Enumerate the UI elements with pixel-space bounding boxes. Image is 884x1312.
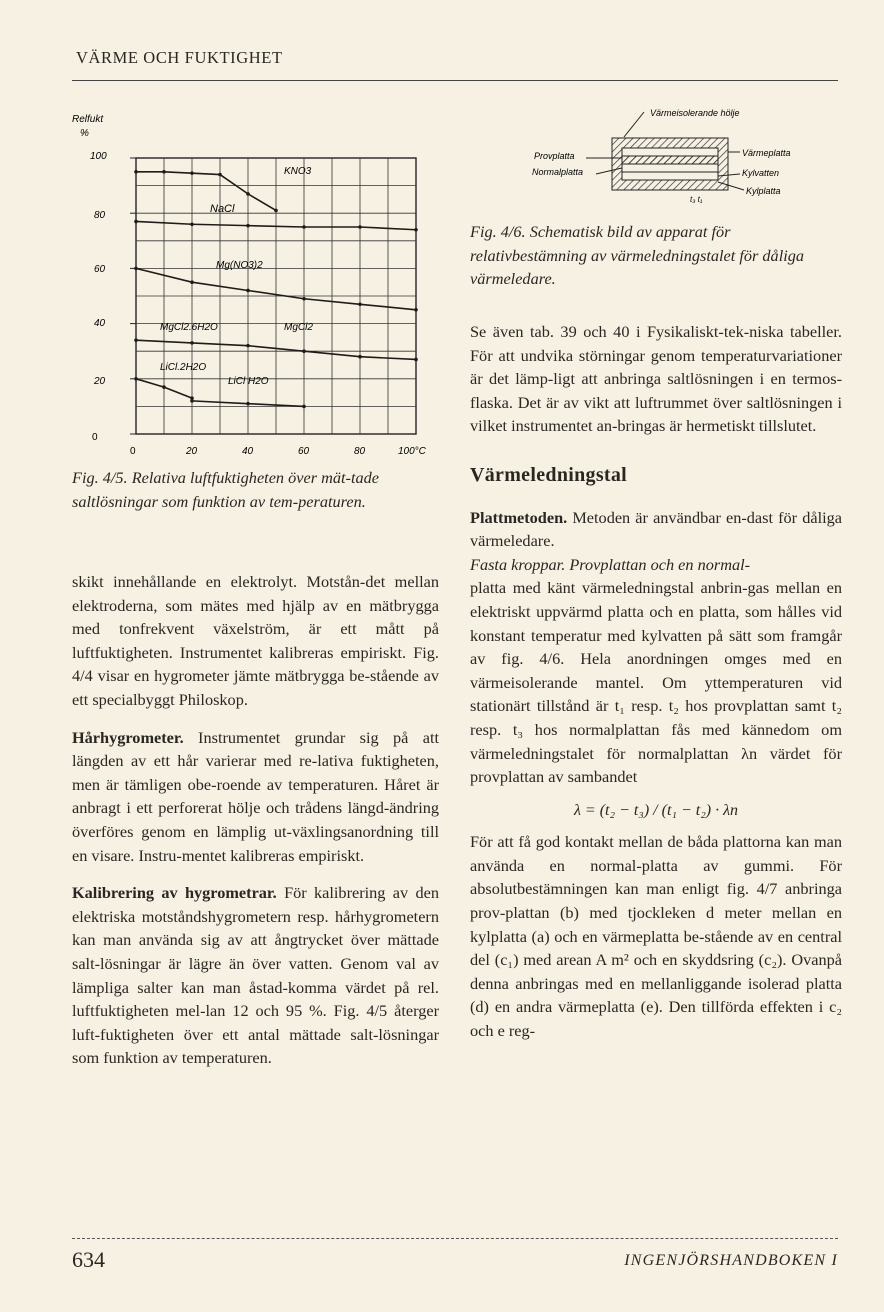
plattmetoden-heading: Plattmetoden. xyxy=(470,507,568,527)
series-label-licl-h2o: LiCl H2O xyxy=(228,376,269,387)
y-axis-unit: % xyxy=(80,128,89,139)
label-heating-plate: Värmeplatta xyxy=(742,148,791,158)
series-point xyxy=(302,349,306,353)
series-label-mgno3: Mg(NO3)2 xyxy=(216,260,263,271)
series-point xyxy=(246,224,250,228)
series-point xyxy=(190,399,194,403)
label-cooling-plate: Kylplatta xyxy=(746,186,781,196)
series-point xyxy=(134,377,138,381)
fasta-kroppar-heading: Fasta kroppar. Provplattan och en normal- xyxy=(470,554,751,574)
series-point xyxy=(246,402,250,406)
left-column xyxy=(72,570,439,1070)
series-point xyxy=(162,170,166,174)
series-point xyxy=(218,173,222,177)
right-paragraph-2: platta med känt värmeledningstal anbrin-gas mellan en elektriskt uppvärmd platta och en platta, som hålles vid konstant temperatur med kylvatten på sätt som framgår av fig. 4/6. Hela anordningen omges med en värmeisolerande mantel. Om yttemperaturen vid stationärt tillstånd är t₁ resp. t₂ hos provplattan samt t₂ resp. t₃ hos normalplattan fås med kännedom om värmeledningstalet för normalplattan λn värdet för provplattan av sambandet xyxy=(470,578,842,787)
series-point xyxy=(190,341,194,345)
figure-4-6-diagram xyxy=(504,104,844,208)
series-point xyxy=(302,225,306,229)
series-point xyxy=(302,297,306,301)
left-paragraph-harhygrometer xyxy=(72,726,439,868)
kalibrering-text: För kalibrering av den elektriska motståndshygrometern resp. hårhygrometern kan man använda sig av att ångtrycket över mättade salt-lösningar är lägre än över vatten. Genom val av lämpliga salter kan man åstad-komma värdet på rel. luftfuktigheten mel-lan 12 och 95 %. Fig. 4/5 återger luft-fuktigheten över ett antal mättade salt-lösningar som funktion av temperaturen. xyxy=(72,883,439,1068)
series-point xyxy=(414,308,418,312)
normal-plate xyxy=(622,164,718,172)
series-point xyxy=(190,222,194,226)
series-point xyxy=(246,344,250,348)
xtick-label: 0 xyxy=(130,446,136,457)
series-point xyxy=(358,225,362,229)
ytick-label: 20 xyxy=(94,376,106,387)
series-label-mgcl2: MgCl2 xyxy=(284,322,313,333)
label-insulating-housing: Värmeisolerande hölje xyxy=(650,108,740,118)
ytick-label: 80 xyxy=(94,210,106,221)
series-point xyxy=(358,302,362,306)
series-point xyxy=(246,192,250,196)
series-point xyxy=(358,355,362,359)
header-rule xyxy=(72,80,838,81)
figure-4-5-chart xyxy=(70,108,430,460)
label-temperatures: t₃ t₁ xyxy=(690,195,703,204)
left-paragraph-1: skikt innehållande en elektrolyt. Motstån-det mellan elektroderna, som mätes med hjälp av en mätbrygga med tonfrekvent växelström, är ett mått på luftfuktigheten. Instrumentet kalibreras empiriskt. Fig. 4/4 visar en hygrometer jämte mätbrygga be-stående av ett specialbyggt Philoskop. xyxy=(72,572,439,709)
series-point xyxy=(414,358,418,362)
right-paragraph-3: För att få god kontakt mellan de båda plattorna kan man använda en normal-platta av gummi. För absolutbestämningen kan man enligt fig. 4/7 anbringa prov-plattan (b) med tjockleken d meter mellan en kylplatta (a) och en värmeplatta be-stående av en central del (c₁) med arean A m² och en skyddsring (c₂). Ovanpå denna anbringas med en mellanliggande isolerad platta (d) en andra värmeplatta (e). Den tillförda effekten i c₂ och e reg- xyxy=(470,832,842,1041)
section-heading: Värmeledningstal xyxy=(470,463,628,486)
label-normal-plate: Normalplatta xyxy=(532,167,584,177)
heating-plate xyxy=(622,148,718,156)
formula: λ = (t₂ − t₃) / (t₁ − t₂) · λn xyxy=(573,801,739,819)
series-line-kno3 xyxy=(136,172,276,211)
series-label-nacl: NaCl xyxy=(210,203,235,215)
footer-rule xyxy=(72,1238,838,1239)
series-point xyxy=(190,280,194,284)
series-point xyxy=(190,171,194,175)
series-point xyxy=(134,170,138,174)
footer-title: INGENJÖRSHANDBOKEN I xyxy=(624,1252,838,1269)
cooling-plate xyxy=(622,172,718,180)
figure-4-5-caption: Fig. 4/5. Relativa luftfuktigheten över mät-tade saltlösningar som funktion av tem-peraturen. xyxy=(72,468,380,511)
series-point xyxy=(134,220,138,224)
xtick-label: 20 xyxy=(186,446,198,457)
kalibrering-heading: Kalibrering av hygrometrar. xyxy=(72,883,277,903)
series-label-mgcl2-6h2o: MgCl2.6H2O xyxy=(160,322,218,333)
series-point xyxy=(134,338,138,342)
plattmetoden-paragraph xyxy=(470,506,842,553)
test-plate xyxy=(622,156,718,164)
series-point xyxy=(134,267,138,271)
harhygrometer-text: Instrumentet grundar sig på att längden av ett hår varierar med re-lativa fuktigheten, men är tämligen obe-roende av temperaturen. Håret är anbragt i ett perforerat hölje och trådens längd-ändring överföres genom en lämplig ut-växlingsanordning till en visare. Instru-mentet kalibreras empiriskt. xyxy=(72,727,440,865)
ytick-label: 100 xyxy=(90,151,107,162)
xtick-label: 100°C xyxy=(398,446,426,457)
left-paragraph-kalibrering xyxy=(72,881,439,1070)
xtick-label: 40 xyxy=(242,446,254,457)
ytick-label: 60 xyxy=(94,264,106,275)
series-point xyxy=(414,228,418,232)
series-point xyxy=(162,385,166,389)
y-axis-label: Relfukt xyxy=(72,114,104,125)
series-point xyxy=(246,289,250,293)
series-point xyxy=(302,405,306,409)
harhygrometer-heading: Hårhygrometer. xyxy=(72,727,184,747)
xtick-label: 80 xyxy=(354,446,366,457)
series-label-licl-2h2o: LiCl.2H2O xyxy=(160,362,207,373)
label-test-plate: Provplatta xyxy=(534,151,575,161)
xtick-label: 60 xyxy=(298,446,310,457)
right-column xyxy=(470,320,842,1043)
label-cooling-water: Kylvatten xyxy=(742,168,780,178)
plattmetoden-text: Metoden är användbar en-dast för dåliga värmeledare. xyxy=(470,507,842,551)
running-header: VÄRME OCH FUKTIGHET xyxy=(76,48,283,67)
ytick-label: 40 xyxy=(94,318,106,329)
figure-4-6-caption: Fig. 4/6. Schematisk bild av apparat för relativbestämning av värmeledningstalet för dåliga värmeledare. xyxy=(470,222,805,288)
series-label-kno3: KNO3 xyxy=(284,166,312,177)
chart-grid xyxy=(130,158,416,434)
page-number: 634 xyxy=(72,1247,105,1272)
right-paragraph-1: Se även tab. 39 och 40 i Fysikaliskt-tek-niska tabeller. För att undvika störningar genom temperaturvariationer är det lämp-ligt att anbringa saltlösningen i en termos-flaska. Det är av vikt att luftrummet över saltlösningen i vilket instrumentet an-bringas är hermetiskt tillslutet. xyxy=(470,322,842,436)
series-point xyxy=(274,209,278,213)
ytick-label: 0 xyxy=(92,432,98,443)
